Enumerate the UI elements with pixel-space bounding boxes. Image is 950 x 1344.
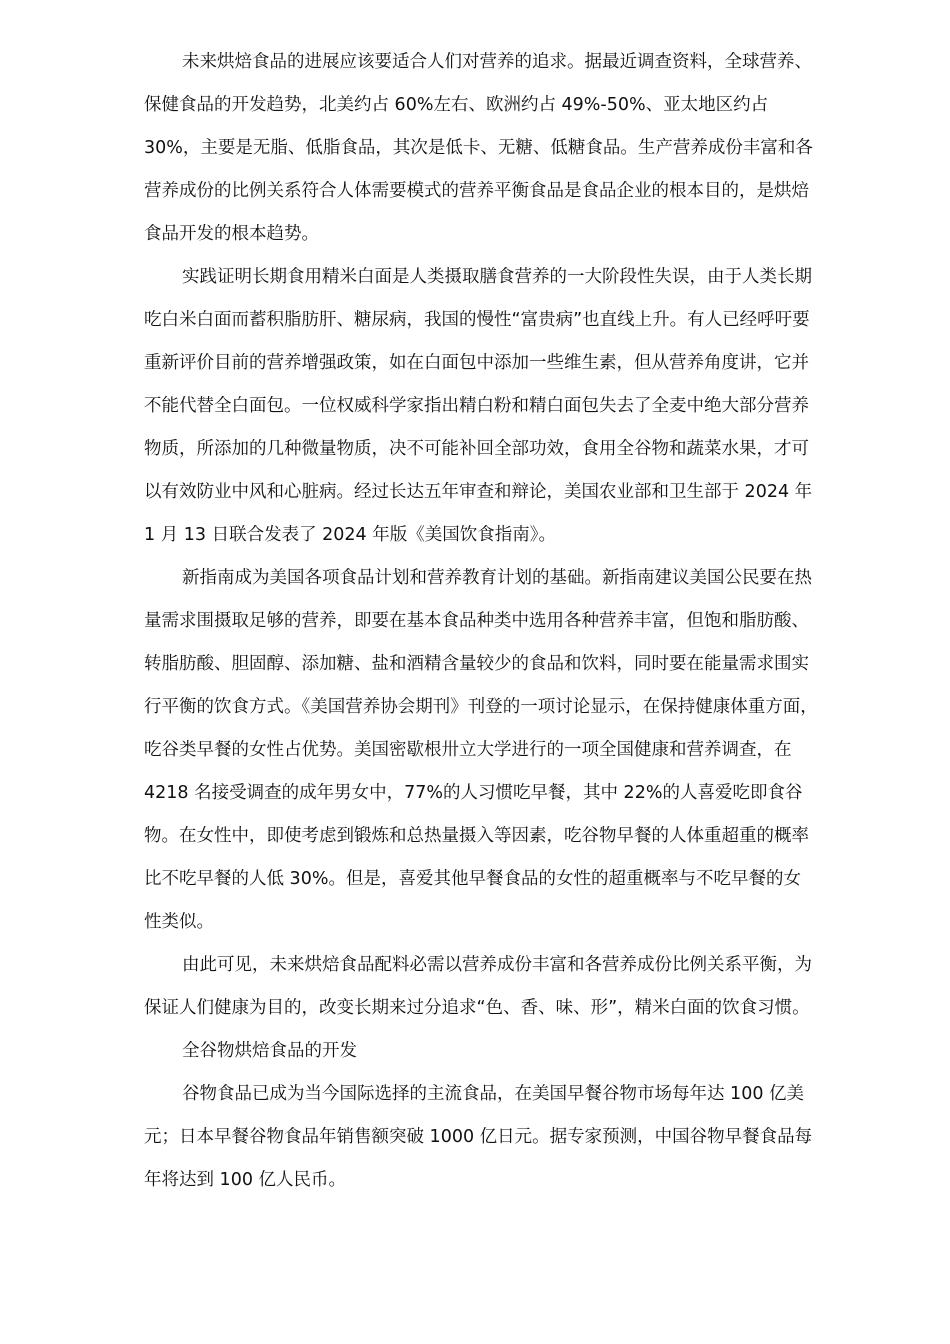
paragraph-line: 实践证明长期食用精米白面是人类摄取膳食营养的一大阶段性失误，由于人类长期 [182, 267, 812, 287]
paragraph-line: 不能代替全白面包。一位权威科学家指出精白粉和精白面包失去了全麦中绝大部分营养 [144, 396, 809, 416]
paragraph-line: 行平衡的饮食方式。《美国营养协会期刊》刊登的一项讨论显示，在保持健康体重方面， [144, 697, 818, 717]
document-body [144, 41, 892, 1202]
paragraph-line: 1 月 13 日联合发表了 2024 年版《美国饮食指南》。 [144, 525, 557, 545]
paragraph-line: 4218 名接受调查的成年男女中，77%的人习惯吃早餐，其中 22%的人喜爱吃即食谷 [144, 783, 803, 803]
paragraph-line: 重新评价目前的营养增强政策，如在白面包中添加一些维生素，但从营养角度讲，它并 [144, 353, 809, 373]
paragraph-line: 转脂肪酸、胆固醇、添加糖、盐和酒精含量较少的食品和饮料，同时要在能量需求围实 [144, 654, 809, 674]
paragraph-line: 物。在女性中，即使考虑到锻炼和总热量摄入等因素，吃谷物早餐的人体重超重的概率 [144, 826, 809, 846]
paragraph-line: 30%，主要是无脂、低脂食品，其次是低卡、无糖、低糖食品。生产营养成份丰富和各 [144, 138, 813, 158]
paragraph-line: 年将达到 100 亿人民币。 [144, 1170, 347, 1190]
paragraph-line: 性类似。 [144, 912, 214, 932]
paragraph-line: 元；日本早餐谷物食品年销售额突破 1000 亿日元。据专家预测，中国谷物早餐食品每 [144, 1127, 813, 1147]
section-heading: 全谷物烘焙食品的开发 [182, 1041, 357, 1061]
paragraph-line: 比不吃早餐的人低 30%。但是，喜爱其他早餐食品的女性的超重概率与不吃早餐的女 [144, 869, 801, 889]
paragraph-line: 食品开发的根本趋势。 [144, 224, 319, 244]
paragraph-line: 营养成份的比例关系符合人体需要模式的营养平衡食品是食品企业的根本目的，是烘焙 [144, 181, 809, 201]
paragraph-line: 量需求围摄取足够的营养，即要在基本食品种类中选用各种营养丰富，但饱和脂肪酸、 [144, 611, 809, 631]
paragraph-line: 保证人们健康为目的，改变长期来过分追求“色、香、味、形”，精米白面的饮食习惯。 [144, 998, 810, 1018]
paragraph-line: 未来烘焙食品的进展应该要适合人们对营养的追求。据最近调查资料，全球营养、 [182, 52, 812, 72]
paragraph-line: 物质，所添加的几种微量物质，决不可能补回全部功效，食用全谷物和蔬菜水果，才可 [144, 439, 809, 459]
paragraph-line: 由此可见，未来烘焙食品配料必需以营养成份丰富和各营养成份比例关系平衡，为 [182, 955, 812, 975]
paragraph-line: 保健食品的开发趋势，北美约占 60%左右、欧洲约占 49%-50%、亚太地区约占 [144, 95, 769, 115]
paragraph-line: 吃谷类早餐的女性占优势。美国密歇根卅立大学进行的一项全国健康和营养调查，在 [144, 740, 792, 760]
paragraph-line: 以有效防业中风和心脏病。经过长达五年审查和辩论，美国农业部和卫生部于 2024 年 [144, 482, 813, 502]
paragraph-line: 吃白米白面而蓄积脂肪肝、糖尿病，我国的慢性“富贵病”也直线上升。有人已经呼吁要 [144, 310, 810, 330]
paragraph-line: 谷物食品已成为当今国际选择的主流食品，在美国早餐谷物市场每年达 100 亿美 [182, 1084, 805, 1104]
paragraph-line: 新指南成为美国各项食品计划和营养教育计划的基础。新指南建议美国公民要在热 [182, 568, 812, 588]
